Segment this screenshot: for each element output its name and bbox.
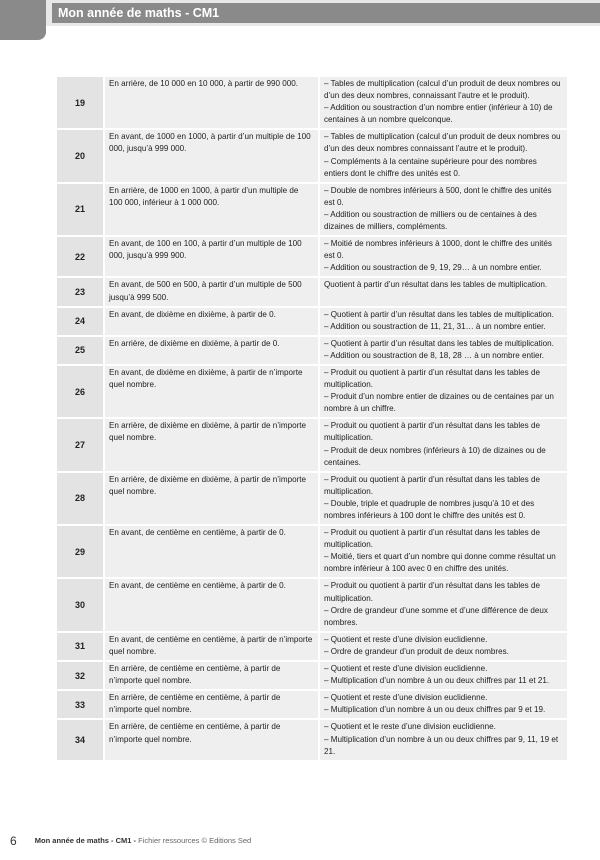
calculation-items: [320, 691, 567, 718]
counting-instruction: En avant, de centième en centième, à partir de 0.: [105, 526, 318, 577]
calculation-item: – Produit de deux nombres (inférieurs à 10) de dizaines ou de centaines.: [324, 445, 546, 467]
table-row: [57, 337, 567, 364]
row-number: 21: [57, 184, 103, 235]
table-row: [57, 237, 567, 276]
calculation-item: – Produit ou quotient à partir d’un résultat dans les tables de multiplication.: [324, 528, 540, 550]
calculation-item: – Quotient et reste d’une division euclidienne.: [324, 634, 488, 644]
counting-instruction: En arrière, de centième en centième, à partir de n’importe quel nombre.: [105, 691, 318, 718]
counting-instruction: En arrière, de centième en centième, à partir de n’importe quel nombre.: [105, 662, 318, 689]
table-row: [57, 691, 567, 718]
calculation-item: – Multiplication d’un nombre à un ou deux chiffres par 9, 11, 19 et 21.: [324, 734, 559, 756]
table-row: [57, 526, 567, 577]
calculation-items: [320, 366, 567, 417]
calculation-item: – Addition ou soustraction d’un nombre entier (inférieur à 10) de centaines à un nombre quelconque.: [324, 103, 553, 125]
table-row: [57, 366, 567, 417]
row-number: 22: [57, 237, 103, 276]
calculation-item: Quotient à partir d’un résultat dans les tables de multiplication.: [324, 280, 548, 290]
table-row: [57, 419, 567, 470]
footer-book-title: Mon année de maths - CM1: [34, 835, 132, 845]
calculation-item: – Double, triple et quadruple de nombres jusqu’à 10 et des nombres inférieurs à 100 dont le chiffre des unités est 0.: [324, 498, 535, 520]
calculation-item: – Addition ou soustraction de 9, 19, 29… à un nombre entier.: [324, 263, 542, 273]
content-table-wrap: [55, 75, 569, 762]
calculation-items: [320, 633, 567, 660]
row-number: 24: [57, 308, 103, 335]
calculation-items: [320, 237, 567, 276]
table-row: [57, 633, 567, 660]
calculation-item: – Quotient et reste d’une division euclidienne.: [324, 693, 488, 703]
counting-instruction: En avant, de 500 en 500, à partir d’un multiple de 500 jusqu’à 999 500.: [105, 278, 318, 305]
row-number: 27: [57, 419, 103, 470]
counting-instruction: En arrière, de dixième en dixième, à partir de n’importe quel nombre.: [105, 473, 318, 524]
counting-instruction: En arrière, de dixième en dixième, à partir de 0.: [105, 337, 318, 364]
counting-instruction: En avant, de 1000 en 1000, à partir d’un multiple de 100 000, jusqu’à 999 000.: [105, 130, 318, 181]
row-number: 25: [57, 337, 103, 364]
calculation-item: – Compléments à la centaine supérieure pour des nombres entiers dont le chiffre des unités est 0.: [324, 156, 537, 178]
table-row: [57, 720, 567, 759]
calculation-items: [320, 419, 567, 470]
calculation-item: – Addition ou soustraction de milliers ou de centaines à des dizaines de milliers, compléments.: [324, 209, 537, 232]
row-number: 29: [57, 526, 103, 577]
counting-instruction: En avant, de 100 en 100, à partir d’un multiple de 100 000, jusqu’à 999 900.: [105, 237, 318, 276]
header-tab: [0, 0, 46, 40]
table-row: [57, 579, 567, 630]
calculation-item: – Produit ou quotient à partir d’un résultat dans les tables de multiplication.: [324, 367, 540, 390]
row-number: 31: [57, 633, 103, 660]
footer-subtitle: Fichier ressources © Editions Sed: [138, 835, 252, 845]
counting-instruction: En arrière, de 1000 en 1000, à partir d’un multiple de 100 000, inférieur à 1 000 000.: [105, 184, 318, 235]
calculation-item: – Quotient et reste d’une division euclidienne.: [324, 664, 488, 674]
row-number: 23: [57, 278, 103, 305]
calculation-items: [320, 184, 567, 235]
row-number: 19: [57, 77, 103, 128]
table-row: [57, 473, 567, 524]
calculation-items: [320, 130, 567, 181]
calculation-item: – Ordre de grandeur d’un produit de deux nombres.: [324, 646, 509, 656]
exercise-table: [55, 75, 569, 762]
counting-instruction: En arrière, de 10 000 en 10 000, à partir de 990 000.: [105, 77, 318, 128]
calculation-item: – Quotient à partir d’un résultat dans les tables de multiplication.: [324, 309, 554, 319]
counting-instruction: En arrière, de centième en centième, à partir de n’importe quel nombre.: [105, 720, 318, 759]
calculation-items: [320, 473, 567, 524]
calculation-items: [320, 526, 567, 577]
row-number: 20: [57, 130, 103, 181]
calculation-items: [320, 662, 567, 689]
counting-instruction: En arrière, de dixième en dixième, à partir de n’importe quel nombre.: [105, 419, 318, 470]
calculation-item: – Moitié, tiers et quart d’un nombre qui donne comme résultat un nombre inférieur à 100 avec 0 en chiffre des unités.: [324, 552, 556, 574]
calculation-item: – Tables de multiplication (calcul d’un produit de deux nombres ou d’un des deux nombres, connaissant l’autre et le produit).: [324, 79, 561, 101]
row-number: 30: [57, 579, 103, 630]
calculation-item: – Produit ou quotient à partir d’un résultat dans les tables de multiplication.: [324, 581, 540, 603]
calculation-items: [320, 278, 567, 305]
calculation-item: – Tables de multiplication (calcul d’un produit de deux nombres ou d’un des deux nombres connaissant l’autre et le produit).: [324, 132, 561, 154]
table-body: [57, 77, 567, 760]
calculation-item: – Double de nombres inférieurs à 500, dont le chiffre des unités est 0.: [324, 185, 552, 207]
calculation-item: – Addition ou soustraction de 8, 18, 28 … à un nombre entier.: [324, 350, 545, 360]
calculation-item: – Addition ou soustraction de 11, 21, 31… à un nombre entier.: [324, 321, 546, 331]
table-row: [57, 184, 567, 235]
row-number: 32: [57, 662, 103, 689]
counting-instruction: En avant, de dixième en dixième, à partir de n’importe quel nombre.: [105, 366, 318, 417]
calculation-item: – Produit ou quotient à partir d’un résultat dans les tables de multiplication.: [324, 474, 540, 496]
calculation-items: [320, 579, 567, 630]
page-title: Mon année de maths - CM1: [52, 3, 600, 23]
calculation-item: – Quotient à partir d’un résultat dans les tables de multiplication.: [324, 338, 554, 348]
calculation-items: [320, 720, 567, 759]
calculation-items: [320, 337, 567, 364]
calculation-item: – Produit d’un nombre entier de dizaines ou de centaines par un nombre à un chiffre.: [324, 392, 554, 414]
counting-instruction: En avant, de centième en centième, à partir de n’importe quel nombre.: [105, 633, 318, 660]
calculation-item: – Multiplication d’un nombre à un ou deux chiffres par 9 et 19.: [324, 705, 546, 715]
calculation-item: – Quotient et le reste d’une division euclidienne.: [324, 722, 496, 732]
row-number: 26: [57, 366, 103, 417]
row-number: 33: [57, 691, 103, 718]
counting-instruction: En avant, de dixième en dixième, à partir de 0.: [105, 308, 318, 335]
row-number: 28: [57, 473, 103, 524]
calculation-items: [320, 308, 567, 335]
calculation-items: [320, 77, 567, 128]
calculation-item: – Multiplication d’un nombre à un ou deux chiffres par 11 et 21.: [324, 676, 550, 686]
counting-instruction: En avant, de centième en centième, à partir de 0.: [105, 579, 318, 630]
calculation-item: – Ordre de grandeur d’une somme et d’une différence de deux nombres.: [324, 605, 548, 627]
row-number: 34: [57, 720, 103, 759]
table-row: [57, 130, 567, 181]
footer-separator: -: [131, 835, 139, 845]
footer: [10, 834, 251, 848]
calculation-item: – Produit ou quotient à partir d’un résultat dans les tables de multiplication.: [324, 421, 540, 443]
table-row: [57, 662, 567, 689]
calculation-item: – Moitié de nombres inférieurs à 1000, dont le chiffre des unités est 0.: [324, 239, 552, 261]
page-number: 6: [10, 834, 17, 848]
table-row: [57, 308, 567, 335]
table-row: [57, 77, 567, 128]
table-row: [57, 278, 567, 305]
